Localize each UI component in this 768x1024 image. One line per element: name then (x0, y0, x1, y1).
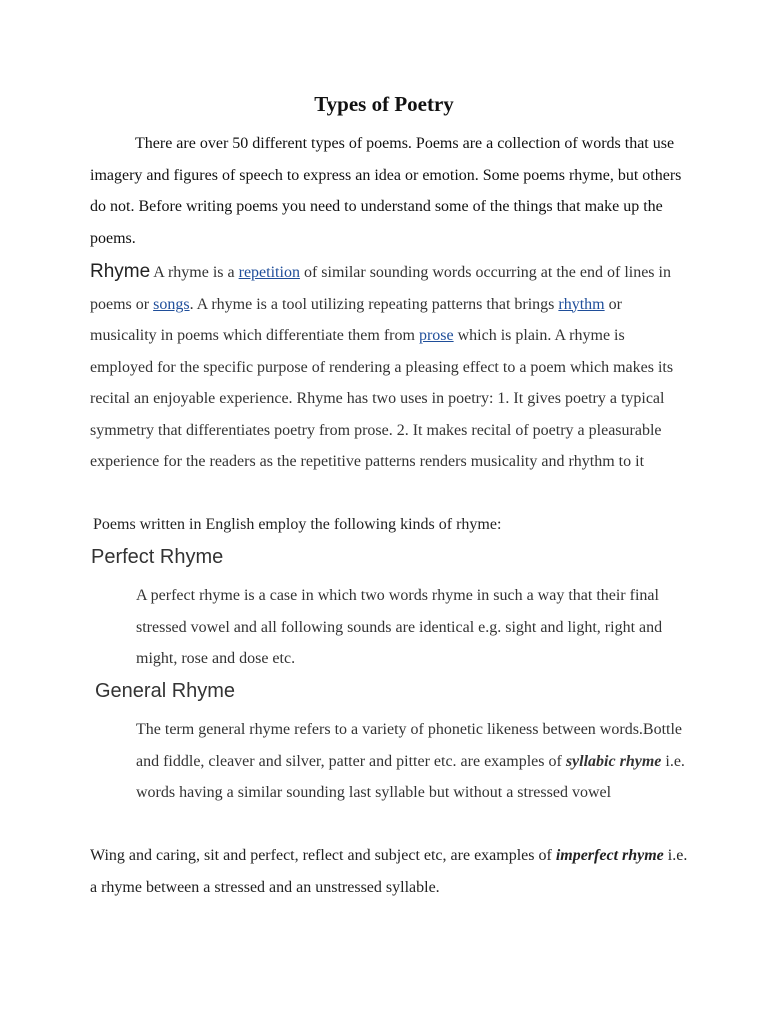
syllabic-rhyme-term: syllabic rhyme (565, 752, 662, 770)
link-repetition[interactable]: repetition (238, 264, 300, 281)
imperfect-text-2: i.e. a rhyme between a stressed and an unstressed syllable. (90, 847, 688, 896)
link-prose[interactable]: prose (418, 327, 454, 344)
page-title: Types of Poetry (314, 92, 454, 116)
imperfect-rhyme-paragraph (90, 840, 690, 903)
perfect-rhyme-paragraph: A perfect rhyme is a case in which two words rhyme in such a way that their final stressed vowel and all following sounds are identical e.g. sight and light, right and might, rose and dose etc. (136, 587, 663, 667)
general-rhyme-text-1: The term general rhyme refers to a variety of phonetic likeness between words.Bottle and fiddle, cleaver and silver, patter and pitter etc. are examples of (136, 721, 683, 770)
rhyme-text-1: A rhyme is a (150, 264, 239, 281)
rhyme-heading: Rhyme (90, 261, 151, 282)
link-songs[interactable]: songs (153, 295, 190, 313)
rhyme-text-5: which is plain. A rhyme is employed for the specific purpose of rendering a pleasing effect to a poem which makes its recital an enjoyable experience. Rhyme has two uses in poetry: 1. It gives poetry a typical symmetry that differentiates poetry from prose. 2. It makes recital of poetry a pleasurable experience for the readers as the repetitive patterns renders musicality and rhythm to it (90, 327, 674, 470)
kinds-of-rhyme-line: Poems written in English employ the following kinds of rhyme: (93, 516, 502, 533)
intro-paragraph: There are over 50 different types of poems. Poems are a collection of words that use imagery and figures of speech to express an idea or emotion. Some poems rhyme, but others do not. Before writing poems you need to understand some of the things that make up the poems. (90, 135, 682, 247)
general-rhyme-heading: General Rhyme (95, 680, 236, 702)
imperfect-text-1: Wing and caring, sit and perfect, reflect and subject etc, are examples of (90, 847, 556, 864)
general-rhyme-paragraph (136, 714, 696, 809)
rhyme-paragraph (90, 256, 690, 478)
rhyme-text-3: . A rhyme is a tool utilizing repeating patterns that brings (189, 295, 559, 313)
imperfect-rhyme-term: imperfect rhyme (555, 847, 664, 864)
perfect-rhyme-heading: Perfect Rhyme (91, 546, 224, 568)
rhyme-text-2: of similar sounding words occurring at the end of lines in poems or (90, 264, 671, 313)
general-rhyme-text-2: i.e. words having a similar sounding last syllable but without a stressed vowel (136, 752, 685, 801)
rhyme-text-4: or musicality in poems which differentiate them from (90, 295, 622, 344)
link-rhythm[interactable]: rhythm (558, 295, 605, 313)
